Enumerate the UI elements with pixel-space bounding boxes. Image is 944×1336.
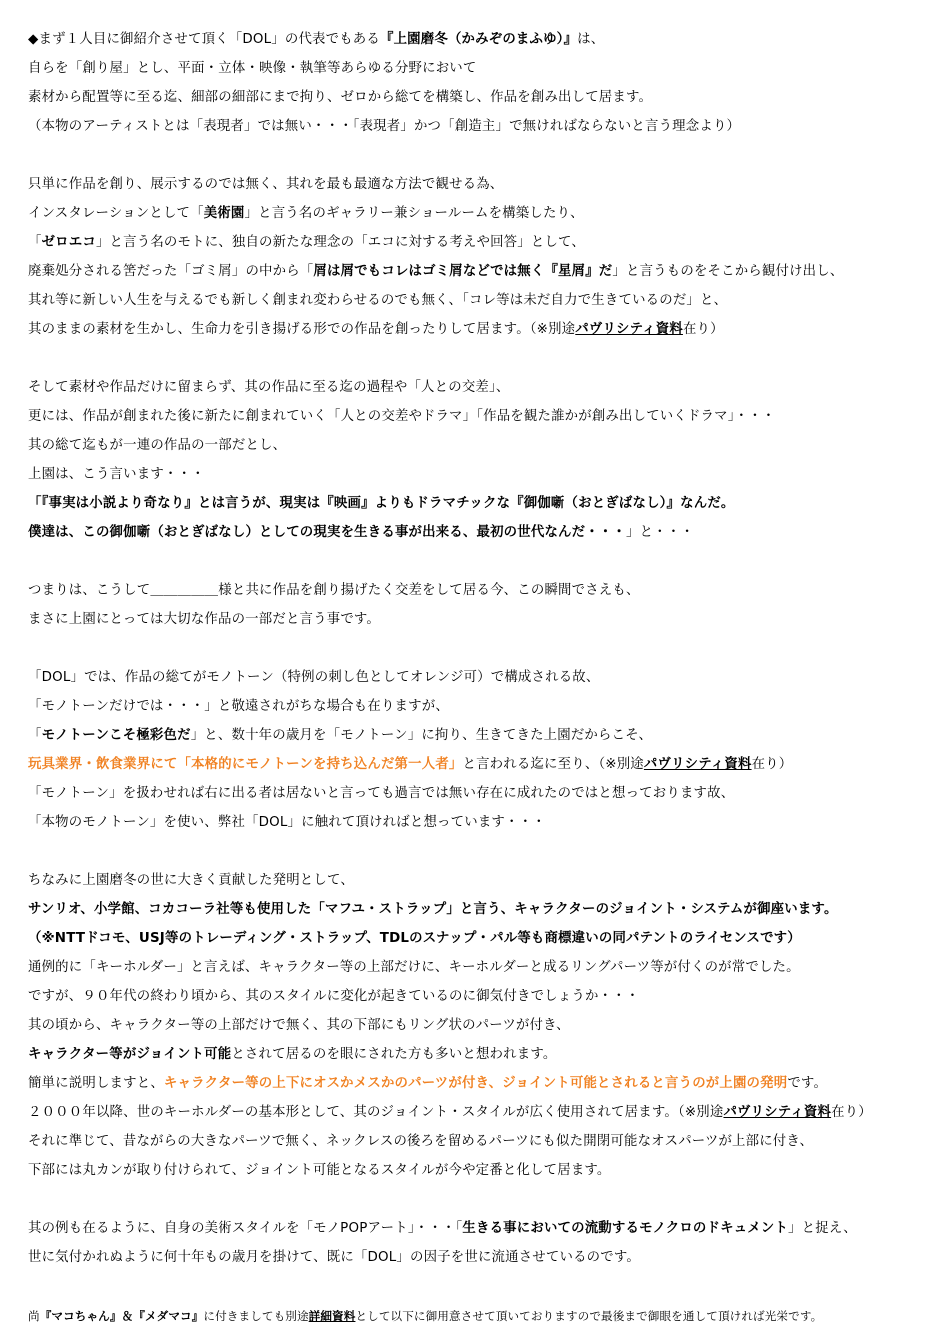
text-segment: 上園は、こう言います・・・: [28, 467, 205, 482]
bold-text: 僕達は、この御伽噺（おとぎばなし）としての現実を生きる事が出来る、最初の世代なんだ・・・: [28, 525, 626, 540]
text-line: [28, 1306, 822, 1326]
text-segment: ちなみに上園磨冬の世に大きく貢献した発明として、: [28, 873, 354, 888]
text-line: [28, 1016, 570, 1036]
text-segment: ２０００年以降、世のキーホルダーの基本形として、其のジョイント・スタイルが広く使用されて居ます。（※別途: [28, 1105, 724, 1120]
text-line: [28, 88, 652, 108]
text-line: [28, 1219, 857, 1239]
underlined-text: パヴリシティ資料: [575, 322, 683, 337]
text-segment: 」と言う名のモトに、独自の新たな理念の「エコに対する考えや回答」として、: [95, 235, 585, 250]
text-segment: 」と、数十年の歳月を「モノトーン」に拘り、生きてきた上園だからこそ、: [190, 728, 653, 743]
text-segment: 」と・・・: [625, 525, 694, 540]
text-line: [28, 291, 727, 311]
text-segment: と言われる迄に至り、（※別途: [462, 757, 644, 772]
text-segment: は、: [577, 32, 605, 47]
text-segment: インスタレーションとして「: [28, 206, 204, 221]
text-line: [28, 436, 286, 456]
text-segment: 尚: [28, 1309, 40, 1323]
text-segment: まさに上園にとっては大切な作品の一部だと言う事です。: [28, 612, 381, 627]
text-line: [28, 697, 449, 717]
text-line: [28, 987, 639, 1007]
text-line: [28, 407, 775, 427]
text-segment: 在り）: [682, 322, 724, 337]
text-segment: ですが、９０年代の終わり頃から、其のスタイルに変化が起きているのに御気付きでしょうか・・・: [28, 989, 640, 1004]
underlined-text: 詳細資料: [308, 1309, 356, 1323]
text-segment: 在り）: [831, 1105, 872, 1120]
text-line: [28, 581, 640, 601]
text-segment: 世に気付かれぬように何十年もの歳月を掛けて、既に「DOL」の因子を世に流通させているのです。: [28, 1250, 640, 1265]
text-segment: 其の総て迄もが一連の作品の一部だとし、: [28, 438, 287, 453]
text-segment: 「本物のモノトーン」を使い、弊社「DOL」に触れて頂ければと想っています・・・: [28, 815, 546, 830]
text-segment: 更には、作品が創まれた後に新たに創まれていく「人との交差やドラマ」「作品を観た誰かが創み出していくドラマ」・・・: [28, 409, 776, 424]
text-line: [28, 755, 792, 775]
bold-text: 『マコちゃん』＆『メダマコ』: [39, 1309, 204, 1323]
text-line: [28, 523, 694, 543]
text-line: [28, 668, 599, 688]
text-segment: それに準じて、昔ながらの大きなパーツで無く、ネックレスの後ろを留めるパーツにも似た開閉可能なオスパーツが上部に付き、: [28, 1134, 814, 1149]
text-line: [28, 1248, 640, 1268]
text-segment: そして素材や作品だけに留まらず、其の作品に至る迄の過程や「人との交差」、: [28, 380, 510, 395]
bold-text: モノトーンこそ極彩色だ: [41, 728, 191, 743]
text-segment: 只単に作品を創り、展示するのでは無く、其れを最も最適な方法で観せる為、: [28, 177, 504, 192]
bold-text: 美術園: [203, 206, 245, 221]
text-line: [28, 204, 584, 224]
highlighted-text: キャラクター等の上下にオスかメスかのパーツが付き、ジョイント可能とされると言うのが上園の発明: [163, 1076, 788, 1091]
text-segment: 「: [28, 728, 42, 743]
text-segment: 其の頃から、キャラクター等の上部だけで無く、其の下部にもリング状のパーツが付き、: [28, 1018, 570, 1033]
text-line: [28, 30, 604, 50]
text-line: [28, 378, 510, 398]
text-line: [28, 494, 735, 514]
text-segment: 下部には丸カンが取り付けられて、ジョイント可能となるスタイルが今や定番と化して居ます。: [28, 1163, 611, 1178]
bold-text: 「『事実は小説より奇なり』とは言うが、現実は『映画』よりもドラマチックな『御伽噺（おとぎばなし）』なんだ。: [28, 496, 735, 511]
bold-text: 生きる事においての流動するモノクロのドキュメント: [462, 1221, 789, 1236]
text-line: [28, 610, 380, 630]
text-segment: 其の例も在るように、自身の美術スタイルを「モノPOPアート」・・・「: [28, 1221, 463, 1236]
text-segment: として以下に御用意させて頂いておりますので最後まで御眼を通して頂ければ光栄です。: [355, 1309, 823, 1323]
underlined-text: パヴリシティ資料: [643, 757, 752, 772]
text-line: [28, 784, 734, 804]
highlighted-text: 玩具業界・飲食業界にて「本格的にモノトーンを持ち込んだ第一人者」: [28, 757, 463, 772]
text-segment: 」と言うものをそこから観付け出し、: [612, 264, 844, 279]
text-segment: 其のままの素材を生かし、生命力を引き揚げる形での作品を創ったりして居ます。（※別途: [28, 322, 576, 337]
text-segment: 「DOL」では、作品の総てがモノトーン（特例の刺し色としてオレンジ可）で構成される故、: [28, 670, 600, 685]
text-line: [28, 262, 843, 282]
bold-text: （※NTTドコモ、USJ等のトレーディング・ストラップ、TDLのスナップ・パル等も商標違いの同パテントのライセンスです）: [28, 931, 801, 946]
text-segment: 簡単に説明しますと、: [28, 1076, 164, 1091]
text-segment: 「モノトーンだけでは・・・」と敬遠されがちな場合も在りますが、: [28, 699, 449, 714]
text-line: [28, 1074, 827, 1094]
text-segment: 「モノトーン」を扱わせれば右に出る者は居ないと言っても過言では無い存在に成れたのではと想っております故、: [28, 786, 735, 801]
text-line: [28, 117, 740, 137]
bold-text: サンリオ、小学館、コカコーラ社等も使用した「マフユ・ストラップ」と言う、キャラクターのジョイント・システムが御座います。: [28, 902, 838, 917]
text-line: [28, 1161, 611, 1181]
text-segment: つまりは、こうして＿＿＿＿＿様と共に作品を創り揚げたく交差をして居る今、この瞬間でさえも、: [28, 583, 640, 598]
text-line: [28, 320, 724, 340]
text-line: [28, 59, 477, 79]
text-segment: ◆まず１人目に御紹介させて頂く「DOL」の代表でもある: [28, 32, 380, 47]
text-segment: 自らを「創り屋」とし、平面・立体・映像・執筆等あらゆる分野において: [28, 61, 477, 76]
text-line: [28, 900, 838, 920]
text-segment: 「: [28, 235, 42, 250]
bold-text: キャラクター等がジョイント可能: [28, 1047, 232, 1062]
text-segment: 素材から配置等に至る迄、細部の細部にまで拘り、ゼロから総てを構築し、作品を創み出して居ます。: [28, 90, 653, 105]
text-line: [28, 871, 354, 891]
text-line: [28, 813, 546, 833]
underlined-text: パヴリシティ資料: [723, 1105, 832, 1120]
text-segment: 其れ等に新しい人生を与えるでも新しく創まれ変わらせるのでも無く、「コレ等は未だ自力で生きているのだ」と、: [28, 293, 728, 308]
text-line: [28, 465, 205, 485]
text-line: [28, 1045, 556, 1065]
text-line: [28, 1103, 872, 1123]
text-segment: です。: [787, 1076, 828, 1091]
text-segment: 」と捉え、: [788, 1221, 857, 1236]
text-segment: 在り）: [751, 757, 793, 772]
text-segment: とされて居るのを眼にされた方も多いと想われます。: [231, 1047, 557, 1062]
bold-text: 『上園磨冬（かみぞのまふゆ）』: [380, 32, 578, 47]
text-segment: 廃棄処分される筈だった「ゴミ屑」の中から「: [28, 264, 314, 279]
bold-text: 屑は屑でもコレはゴミ屑などでは無く『星屑』だ: [313, 264, 613, 279]
text-line: [28, 233, 585, 253]
text-line: [28, 1132, 813, 1152]
text-line: [28, 958, 800, 978]
bold-text: ゼロエコ: [41, 235, 96, 250]
text-segment: （本物のアーティストとは「表現者」では無い・・・「表現者」かつ「創造主」で無ければならないと言う理念より）: [28, 119, 741, 134]
text-segment: 」と言う名のギャラリー兼ショールームを構築したり、: [244, 206, 584, 221]
text-line: [28, 726, 652, 746]
text-line: [28, 929, 801, 949]
text-segment: に付きましても別途: [203, 1309, 309, 1323]
text-line: [28, 175, 503, 195]
text-segment: 通例的に「キーホルダー」と言えば、キャラクター等の上部だけに、キーホルダーと成るリングパーツ等が付くのが常でした。: [28, 960, 800, 975]
